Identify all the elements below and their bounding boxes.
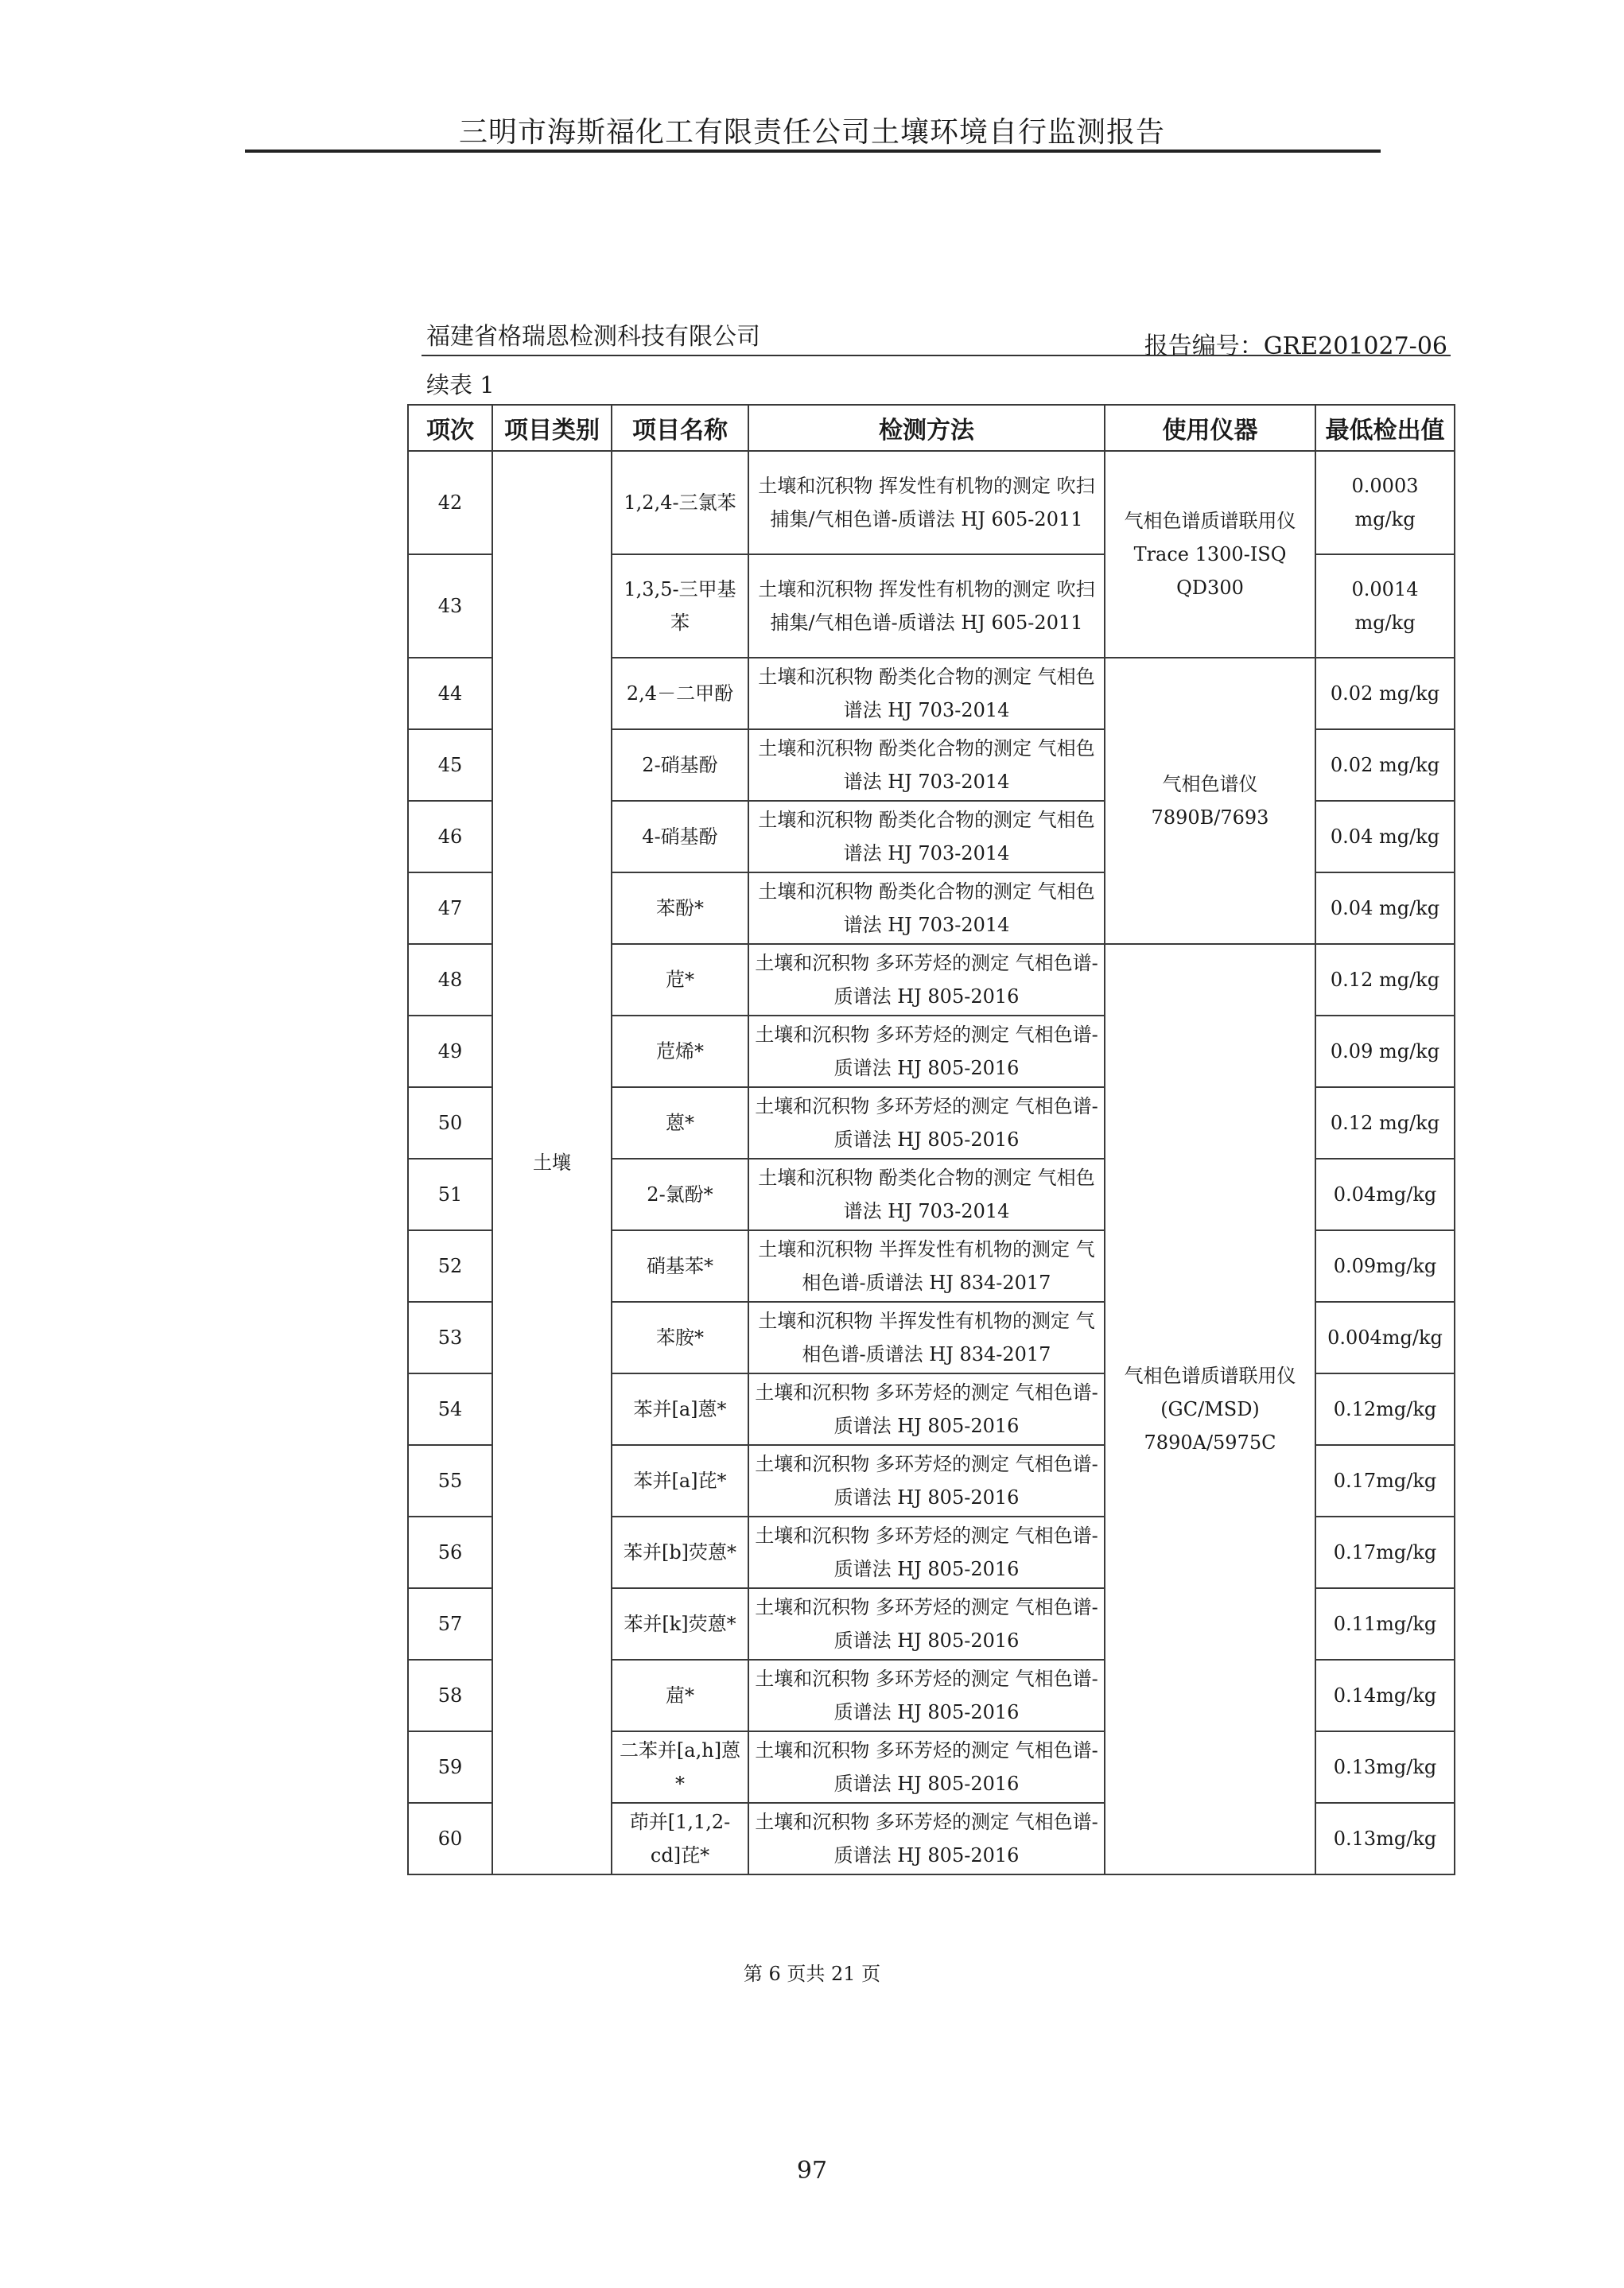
col-header-method: 检测方法 bbox=[748, 405, 1105, 451]
row-number: 54 bbox=[408, 1373, 492, 1445]
row-number: 60 bbox=[408, 1803, 492, 1874]
row-number: 52 bbox=[408, 1230, 492, 1302]
detection-limit: 0.12mg/kg bbox=[1315, 1373, 1455, 1445]
company-divider bbox=[422, 355, 1451, 356]
test-method: 土壤和沉积物 多环芳烃的测定 气相色谱-质谱法 HJ 805-2016 bbox=[748, 944, 1105, 1016]
row-number: 47 bbox=[408, 872, 492, 944]
detection-method-table bbox=[407, 404, 1455, 1875]
test-method: 土壤和沉积物 酚类化合物的测定 气相色谱法 HJ 703-2014 bbox=[748, 729, 1105, 801]
detection-limit: 0.11mg/kg bbox=[1315, 1588, 1455, 1660]
page-indicator: 第 6 页共 21 页 bbox=[743, 1963, 881, 1985]
row-number: 53 bbox=[408, 1302, 492, 1373]
table-row bbox=[408, 451, 1455, 554]
test-method: 土壤和沉积物 多环芳烃的测定 气相色谱-质谱法 HJ 805-2016 bbox=[748, 1731, 1105, 1803]
item-name: 1,2,4-三氯苯 bbox=[612, 451, 748, 554]
item-name: 苯酚* bbox=[612, 872, 748, 944]
test-method: 土壤和沉积物 酚类化合物的测定 气相色谱法 HJ 703-2014 bbox=[748, 658, 1105, 729]
detection-limit: 0.0014 mg/kg bbox=[1315, 554, 1455, 658]
detection-limit: 0.09 mg/kg bbox=[1315, 1016, 1455, 1087]
row-number: 56 bbox=[408, 1517, 492, 1588]
col-header-category: 项目类别 bbox=[492, 405, 612, 451]
detection-limit: 0.02 mg/kg bbox=[1315, 729, 1455, 801]
test-method: 土壤和沉积物 半挥发性有机物的测定 气相色谱-质谱法 HJ 834-2017 bbox=[748, 1230, 1105, 1302]
row-number: 58 bbox=[408, 1660, 492, 1731]
test-method: 土壤和沉积物 半挥发性有机物的测定 气相色谱-质谱法 HJ 834-2017 bbox=[748, 1302, 1105, 1373]
test-method: 土壤和沉积物 多环芳烃的测定 气相色谱-质谱法 HJ 805-2016 bbox=[748, 1373, 1105, 1445]
header-divider bbox=[245, 150, 1381, 153]
test-method: 土壤和沉积物 多环芳烃的测定 气相色谱-质谱法 HJ 805-2016 bbox=[748, 1803, 1105, 1874]
detection-limit: 0.14mg/kg bbox=[1315, 1660, 1455, 1731]
row-number: 50 bbox=[408, 1087, 492, 1159]
detection-limit: 0.17mg/kg bbox=[1315, 1445, 1455, 1517]
test-method: 土壤和沉积物 酚类化合物的测定 气相色谱法 HJ 703-2014 bbox=[748, 801, 1105, 872]
instrument-cell: 气相色谱仪 7890B/7693 bbox=[1105, 658, 1315, 944]
detection-limit: 0.09mg/kg bbox=[1315, 1230, 1455, 1302]
detection-limit: 0.04mg/kg bbox=[1315, 1159, 1455, 1230]
item-name: 硝基苯* bbox=[612, 1230, 748, 1302]
row-number: 49 bbox=[408, 1016, 492, 1087]
test-method: 土壤和沉积物 多环芳烃的测定 气相色谱-质谱法 HJ 805-2016 bbox=[748, 1087, 1105, 1159]
page-number: 97 bbox=[796, 2157, 828, 2185]
row-number: 55 bbox=[408, 1445, 492, 1517]
row-number: 51 bbox=[408, 1159, 492, 1230]
table-header-row bbox=[408, 405, 1455, 451]
row-number: 45 bbox=[408, 729, 492, 801]
item-name: 苯胺* bbox=[612, 1302, 748, 1373]
row-number: 42 bbox=[408, 451, 492, 554]
test-method: 土壤和沉积物 挥发性有机物的测定 吹扫捕集/气相色谱-质谱法 HJ 605-2011 bbox=[748, 451, 1105, 554]
col-header-limit: 最低检出值 bbox=[1315, 405, 1455, 451]
col-header-no: 项次 bbox=[408, 405, 492, 451]
detection-limit: 0.13mg/kg bbox=[1315, 1803, 1455, 1874]
detection-limit: 0.04 mg/kg bbox=[1315, 801, 1455, 872]
detection-limit: 0.17mg/kg bbox=[1315, 1517, 1455, 1588]
detection-limit: 0.02 mg/kg bbox=[1315, 658, 1455, 729]
item-name: 蒽* bbox=[612, 1087, 748, 1159]
item-name: 4-硝基酚 bbox=[612, 801, 748, 872]
row-number: 59 bbox=[408, 1731, 492, 1803]
item-name: 苊烯* bbox=[612, 1016, 748, 1087]
item-name: 2-氯酚* bbox=[612, 1159, 748, 1230]
test-method: 土壤和沉积物 多环芳烃的测定 气相色谱-质谱法 HJ 805-2016 bbox=[748, 1445, 1105, 1517]
detection-limit: 0.12 mg/kg bbox=[1315, 944, 1455, 1016]
test-method: 土壤和沉积物 挥发性有机物的测定 吹扫捕集/气相色谱-质谱法 HJ 605-2011 bbox=[748, 554, 1105, 658]
report-number: 报告编号：GRE201027-06 bbox=[1144, 332, 1447, 360]
table-caption: 续表 1 bbox=[426, 371, 495, 398]
instrument-cell: 气相色谱质谱联用仪 Trace 1300-ISQ QD300 bbox=[1105, 451, 1315, 658]
test-method: 土壤和沉积物 多环芳烃的测定 气相色谱-质谱法 HJ 805-2016 bbox=[748, 1660, 1105, 1731]
test-method: 土壤和沉积物 多环芳烃的测定 气相色谱-质谱法 HJ 805-2016 bbox=[748, 1016, 1105, 1087]
row-number: 46 bbox=[408, 801, 492, 872]
item-name: 苊* bbox=[612, 944, 748, 1016]
item-name: 苯并[b]荧蒽* bbox=[612, 1517, 748, 1588]
test-method: 土壤和沉积物 酚类化合物的测定 气相色谱法 HJ 703-2014 bbox=[748, 872, 1105, 944]
document-title: 三明市海斯福化工有限责任公司土壤环境自行监测报告 bbox=[458, 116, 1165, 149]
detection-limit: 0.12 mg/kg bbox=[1315, 1087, 1455, 1159]
item-name: 2,4－二甲酚 bbox=[612, 658, 748, 729]
instrument-cell: 气相色谱质谱联用仪(GC/MSD) 7890A/5975C bbox=[1105, 944, 1315, 1874]
item-name: 苯并[k]荧蒽* bbox=[612, 1588, 748, 1660]
row-number: 44 bbox=[408, 658, 492, 729]
item-name: 1,3,5-三甲基苯 bbox=[612, 554, 748, 658]
item-name: 2-硝基酚 bbox=[612, 729, 748, 801]
detection-limit: 0.004mg/kg bbox=[1315, 1302, 1455, 1373]
item-name: 䓛* bbox=[612, 1660, 748, 1731]
col-header-name: 项目名称 bbox=[612, 405, 748, 451]
category-cell: 土壤 bbox=[492, 451, 612, 1874]
item-name: 苯并[a]蒽* bbox=[612, 1373, 748, 1445]
table-body bbox=[408, 451, 1455, 1874]
item-name: 苯并[a]芘* bbox=[612, 1445, 748, 1517]
detection-limit: 0.04 mg/kg bbox=[1315, 872, 1455, 944]
test-method: 土壤和沉积物 多环芳烃的测定 气相色谱-质谱法 HJ 805-2016 bbox=[748, 1588, 1105, 1660]
item-name: 茚并[1,1,2-cd]芘* bbox=[612, 1803, 748, 1874]
item-name: 二苯并[a,h]蒽* bbox=[612, 1731, 748, 1803]
row-number: 43 bbox=[408, 554, 492, 658]
detection-limit: 0.13mg/kg bbox=[1315, 1731, 1455, 1803]
test-method: 土壤和沉积物 多环芳烃的测定 气相色谱-质谱法 HJ 805-2016 bbox=[748, 1517, 1105, 1588]
lab-company-name: 福建省格瑞恩检测科技有限公司 bbox=[426, 323, 760, 351]
row-number: 57 bbox=[408, 1588, 492, 1660]
detection-limit: 0.0003 mg/kg bbox=[1315, 451, 1455, 554]
col-header-instrument: 使用仪器 bbox=[1105, 405, 1315, 451]
row-number: 48 bbox=[408, 944, 492, 1016]
test-method: 土壤和沉积物 酚类化合物的测定 气相色谱法 HJ 703-2014 bbox=[748, 1159, 1105, 1230]
